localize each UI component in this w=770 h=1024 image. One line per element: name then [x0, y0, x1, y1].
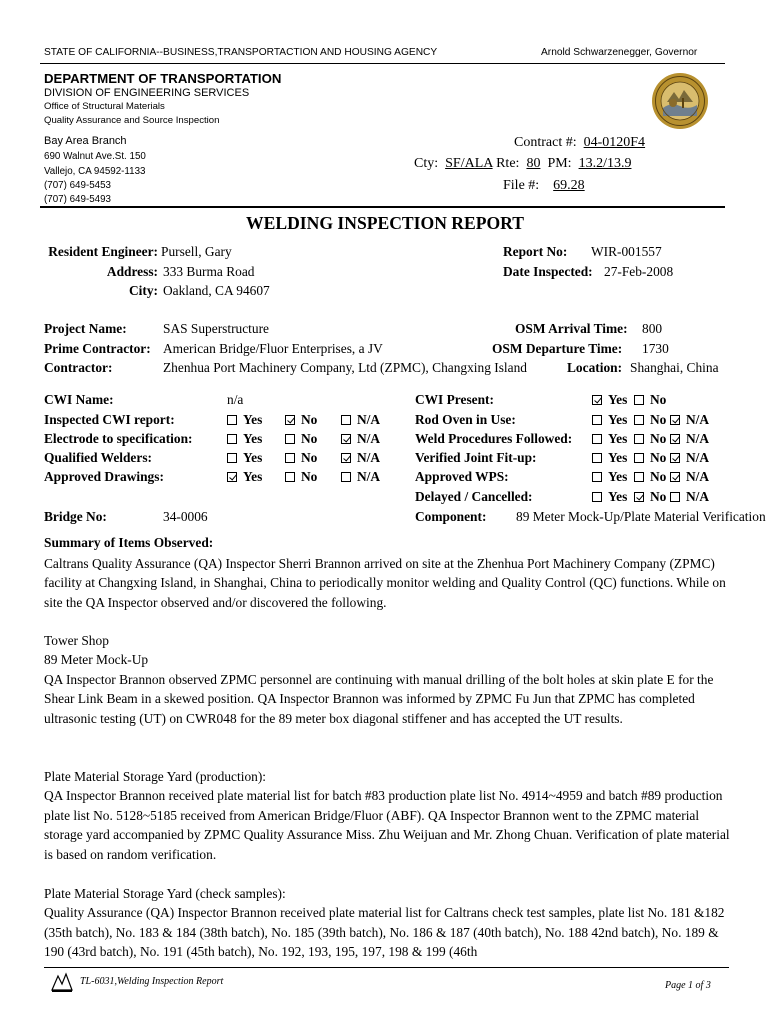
qualified-welders-options: Yes No N/A [227, 450, 388, 466]
contract-number: 04-0120F4 [583, 135, 646, 150]
inspected-cwi-options: Yes No N/A [227, 412, 388, 428]
contractor-value: Zhenhua Port Machinery Company, Ltd (ZPMC), Changxing Island [163, 360, 527, 375]
electrode-yes-checkbox[interactable] [227, 434, 237, 444]
prime-contractor-value: American Bridge/Fluor Enterprises, a JV [163, 341, 383, 356]
inspected-cwi-no-checkbox[interactable] [285, 415, 295, 425]
contract-label: Contract #: [514, 135, 577, 150]
cwi-present-no-checkbox[interactable] [634, 395, 644, 405]
location-value: Shanghai, China [630, 360, 719, 375]
bridge-no-value: 34-0006 [163, 509, 208, 524]
inspected-cwi-na-checkbox[interactable] [341, 415, 351, 425]
tower-shop-heading: Tower Shop [44, 633, 109, 648]
branch-phone-2: (707) 649-5493 [44, 194, 111, 205]
weld-proc-no-checkbox[interactable] [634, 434, 644, 444]
storage-production-section [44, 767, 734, 864]
branch-name: Bay Area Branch [44, 135, 127, 147]
file-label: File #: [503, 178, 540, 193]
form-logo-icon [50, 972, 74, 994]
city-value: Oakland, CA 94607 [163, 283, 270, 298]
form-number: TL-6031,Welding Inspection Report [80, 976, 224, 987]
electrode-options: Yes No N/A [227, 431, 388, 447]
component-value: 89 Meter Mock-Up/Plate Material Verification [516, 509, 766, 524]
approved-drawings-label: Approved Drawings: [44, 469, 164, 484]
governor-label: Arnold Schwarzenegger, Governor [541, 47, 698, 58]
welders-no-checkbox[interactable] [285, 453, 295, 463]
cwi-name-label: CWI Name: [44, 392, 114, 407]
contract-line [514, 135, 645, 151]
approved-wps-options: Yes No N/A [592, 469, 717, 485]
bridge-no-label: Bridge No: [44, 509, 107, 524]
project-name-label: Project Name: [44, 321, 127, 336]
component-label: Component: [415, 509, 487, 524]
electrode-label: Electrode to specification: [44, 431, 193, 446]
drawings-yes-checkbox[interactable] [227, 472, 237, 482]
storage-check-heading: Plate Material Storage Yard (check samples): [44, 886, 286, 901]
pm-label: PM: [547, 156, 572, 171]
branch-phone-1: (707) 649-5453 [44, 180, 111, 191]
footer-rule [44, 967, 729, 968]
wps-na-checkbox[interactable] [670, 472, 680, 482]
weld-proc-na-checkbox[interactable] [670, 434, 680, 444]
summary-paragraph-2: QA Inspector Brannon observed ZPMC personnel are continuing with manual drilling of the bolt holes at skin plate E for the Shear Link Beam in a skewed position. QA Inspector Brannon was informed by ZPMC Fu Jun that ZPMC has completed ultrasonic testing (UT) on CWR048 for the 89 meter box diagonal stiffener and has accepted the UT results. [44, 671, 714, 726]
osm-arrival-value: 800 [642, 321, 663, 336]
state-seal-icon [651, 72, 709, 130]
fitup-no-checkbox[interactable] [634, 453, 644, 463]
cwi-present-options: Yes No [592, 392, 674, 408]
file-value: 69.28 [553, 178, 585, 193]
contractor-label: Contractor: [44, 360, 113, 375]
qualified-welders-label: Qualified Welders: [44, 450, 152, 465]
summary-paragraph-1: Caltrans Quality Assurance (QA) Inspector Sherri Brannon arrived on site at the Zhenhua Port Machinery Company (ZPMC) facility at Changxing Island, in Shanghai, China to periodically monitor welding and Quality Control (QC) functions. While on site the QA Inspector observed and/or discovered the following. [44, 556, 726, 610]
fitup-yes-checkbox[interactable] [592, 453, 602, 463]
date-inspected-value: 27-Feb-2008 [604, 264, 674, 279]
storage-production-heading: Plate Material Storage Yard (production): [44, 769, 267, 784]
summary-paragraph-4: Quality Assurance (QA) Inspector Brannon received plate material list for Caltrans check test samples, plate list No. 181 &182 (35th batch), No. 183 & 184 (38th batch), No. 185 (39th batch), No. 186 & 187 (40th batch), No. 188 42nd batch), No. 189 & 190 (43rd batch), No. 191 (45th batch), No. 192, 193, 195, 197, 198 & 199 (46th [44, 905, 725, 960]
report-no-value: WIR-001557 [591, 244, 662, 259]
weld-procedures-label: Weld Procedures Followed: [415, 431, 573, 446]
cty-value: SF/ALA [445, 156, 493, 171]
cty-label: Cty: [414, 156, 439, 171]
cwi-present-yes-checkbox[interactable] [592, 395, 602, 405]
wps-no-checkbox[interactable] [634, 472, 644, 482]
address-value: 333 Burma Road [163, 264, 255, 279]
division-name: DIVISION OF ENGINEERING SERVICES [44, 87, 250, 99]
delayed-cancelled-options: Yes No N/A [592, 489, 717, 505]
rod-oven-options: Yes No N/A [592, 412, 717, 428]
welders-yes-checkbox[interactable] [227, 453, 237, 463]
weld-procedures-options: Yes No N/A [592, 431, 717, 447]
osm-departure-label: OSM Departure Time: [492, 341, 623, 356]
wps-yes-checkbox[interactable] [592, 472, 602, 482]
drawings-na-checkbox[interactable] [341, 472, 351, 482]
fitup-na-checkbox[interactable] [670, 453, 680, 463]
mock-up-heading: 89 Meter Mock-Up [44, 652, 149, 668]
rod-oven-label: Rod Oven in Use: [415, 412, 516, 427]
delayed-na-checkbox[interactable] [670, 492, 680, 502]
rte-label: Rte: [496, 156, 520, 171]
summary-heading: Summary of Items Observed: [44, 535, 214, 550]
tower-shop-section [44, 631, 734, 728]
route-line [414, 156, 653, 172]
approved-drawings-options: Yes No N/A [227, 469, 388, 485]
resident-engineer-label: Resident Engineer: [48, 244, 158, 259]
report-no-label: Report No: [503, 244, 568, 259]
drawings-no-checkbox[interactable] [285, 472, 295, 482]
rod-oven-no-checkbox[interactable] [634, 415, 644, 425]
delayed-no-checkbox[interactable] [634, 492, 644, 502]
department-name: DEPARTMENT OF TRANSPORTATION [44, 71, 282, 86]
city-label: City: [128, 283, 158, 298]
rte-value: 80 [526, 156, 541, 171]
cwi-name-value: n/a [227, 392, 244, 407]
electrode-na-checkbox[interactable] [341, 434, 351, 444]
office-name: Office of Structural Materials [44, 101, 165, 112]
delayed-yes-checkbox[interactable] [592, 492, 602, 502]
page-number: Page 1 of 3 [665, 980, 711, 991]
header-rule [40, 63, 725, 64]
welders-na-checkbox[interactable] [341, 453, 351, 463]
electrode-no-checkbox[interactable] [285, 434, 295, 444]
storage-check-section [44, 884, 734, 962]
file-line [503, 178, 585, 194]
delayed-cancelled-label: Delayed / Cancelled: [415, 489, 533, 504]
joint-fitup-label: Verified Joint Fit-up: [415, 450, 537, 465]
cwi-present-label: CWI Present: [415, 392, 494, 407]
inspected-cwi-yes-checkbox[interactable] [227, 415, 237, 425]
branch-street: 690 Walnut Ave.St. 150 [44, 151, 146, 162]
osm-arrival-label: OSM Arrival Time: [515, 321, 628, 336]
weld-proc-yes-checkbox[interactable] [592, 434, 602, 444]
qa-name: Quality Assurance and Source Inspection [44, 115, 220, 126]
pm-value: 13.2/13.9 [578, 156, 632, 171]
summary-paragraph-3: QA Inspector Brannon received plate material list for batch #83 production plate list No. 4914~4959 and batch #89 production plate list No. 5128~5185 received from American Bridge/Fluor (ABF). QA Inspector Brannon went to the ZPMC material storage yard accompanied by ZPMC Quality Assurance Miss. Zhu Weijuan and Mr. Zhong Chuan. Verification of plate material is based on random verification. [44, 788, 730, 862]
resident-engineer-value: Pursell, Gary [161, 244, 232, 259]
title-rule [40, 206, 725, 208]
address-label: Address: [106, 264, 158, 279]
rod-oven-na-checkbox[interactable] [670, 415, 680, 425]
branch-city: Vallejo, CA 94592-1133 [44, 166, 146, 177]
prime-contractor-label: Prime Contractor: [44, 341, 151, 356]
agency-header: STATE OF CALIFORNIA--BUSINESS,TRANSPORTACTION AND HOUSING AGENCY [44, 47, 438, 58]
inspected-cwi-label: Inspected CWI report: [44, 412, 175, 427]
project-name-value: SAS Superstructure [163, 321, 270, 336]
joint-fitup-options: Yes No N/A [592, 450, 717, 466]
rod-oven-yes-checkbox[interactable] [592, 415, 602, 425]
location-label: Location: [567, 360, 623, 375]
date-inspected-label: Date Inspected: [503, 264, 593, 279]
report-title: WELDING INSPECTION REPORT [246, 213, 524, 233]
osm-departure-value: 1730 [642, 341, 669, 356]
approved-wps-label: Approved WPS: [415, 469, 509, 484]
